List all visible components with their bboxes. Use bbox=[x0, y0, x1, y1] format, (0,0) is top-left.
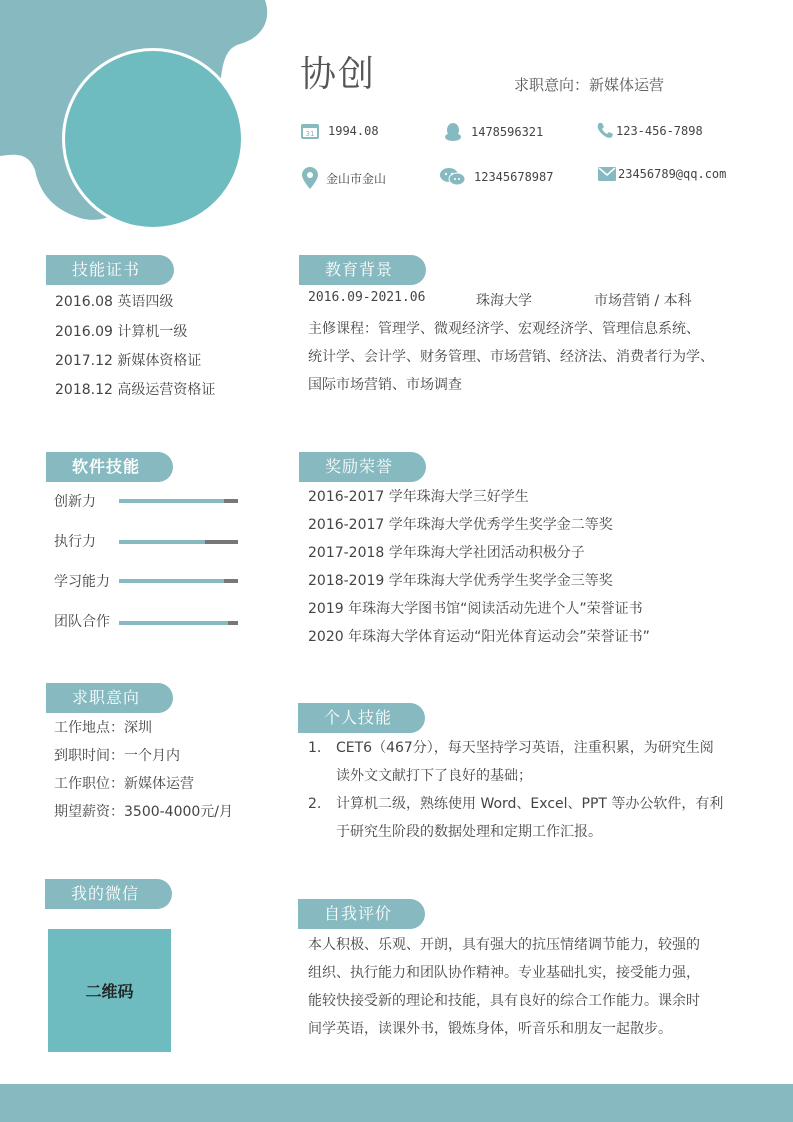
skill-bar-fill bbox=[119, 540, 205, 544]
education-period: 2016.09-2021.06 bbox=[308, 290, 426, 305]
footer-bar bbox=[0, 1084, 793, 1122]
skill-label: 创新力 bbox=[54, 494, 96, 510]
location-pin-icon bbox=[302, 167, 318, 189]
section-title-software: 软件技能 bbox=[46, 452, 173, 482]
skill-bar bbox=[119, 540, 238, 544]
education-courses-line: 国际市场营销、市场调查 bbox=[308, 377, 462, 393]
award-item: 2016-2017 学年珠海大学优秀学生奖学金二等奖 bbox=[308, 517, 613, 533]
education-courses-line: 主修课程：管理学、微观经济学、宏观经济学、管理信息系统、 bbox=[308, 321, 700, 337]
email-info bbox=[598, 167, 726, 181]
skill-bar bbox=[119, 499, 238, 503]
skill-list-line: 计算机二级，熟练使用 Word、Excel、PPT 等办公软件，有利 bbox=[336, 796, 724, 812]
wechat-info bbox=[440, 167, 553, 187]
skill-label: 团队合作 bbox=[54, 614, 110, 630]
job-item: 工作职位：新媒体运营 bbox=[54, 776, 194, 792]
phone-info bbox=[596, 122, 703, 140]
calendar-icon bbox=[300, 122, 320, 140]
section-title-job: 求职意向 bbox=[46, 683, 173, 713]
header-decoration bbox=[0, 0, 280, 240]
section-title-awards: 奖励荣誉 bbox=[299, 452, 426, 482]
location-value: 金山市金山 bbox=[326, 171, 387, 186]
skill-list-number: 1. bbox=[308, 740, 322, 756]
skill-bar-fill bbox=[119, 579, 224, 583]
self-eval-line: 组织、执行能力和团队协作精神。专业基础扎实，接受能力强， bbox=[308, 965, 700, 981]
birth-value: 1994.08 bbox=[328, 124, 379, 138]
skill-bar bbox=[119, 579, 238, 583]
skill-list-item bbox=[308, 790, 738, 846]
wechat-icon bbox=[440, 167, 466, 187]
skill-list-line: CET6（467分），每天坚持学习英语，注重积累，为研究生阅 bbox=[336, 740, 714, 756]
award-item: 2019 年珠海大学图书馆“阅读活动先进个人”荣誉证书 bbox=[308, 601, 643, 617]
education-courses-line: 统计学、会计学、财务管理、市场营销、经济法、消费者行为学、 bbox=[308, 349, 714, 365]
svg-text:31: 31 bbox=[305, 130, 315, 138]
qq-icon bbox=[443, 122, 463, 142]
skill-label: 学习能力 bbox=[54, 574, 110, 590]
skill-list-line: 于研究生阶段的数据处理和定期工作汇报。 bbox=[336, 824, 602, 840]
award-item: 2016-2017 学年珠海大学三好学生 bbox=[308, 489, 529, 505]
skill-list-number: 2. bbox=[308, 796, 322, 812]
cert-item: 2016.09 计算机一级 bbox=[55, 324, 188, 340]
skill-label: 执行力 bbox=[54, 534, 96, 550]
skill-bar bbox=[119, 621, 238, 625]
section-title-education: 教育背景 bbox=[299, 255, 426, 285]
location-info bbox=[302, 167, 386, 189]
award-item: 2017-2018 学年珠海大学社团活动积极分子 bbox=[308, 545, 585, 561]
skill-list-line: 读外文文献打下了良好的基础； bbox=[336, 768, 532, 784]
qq-value: 1478596321 bbox=[471, 125, 544, 139]
phone-icon bbox=[596, 122, 614, 140]
self-eval-line: 本人积极、乐观、开朗，具有强大的抗压情绪调节能力，较强的 bbox=[308, 937, 700, 953]
birth-info bbox=[300, 122, 379, 140]
job-item: 到职时间：一个月内 bbox=[54, 748, 180, 764]
cert-item: 2018.12 高级运营资格证 bbox=[55, 382, 216, 398]
education-major: 市场营销 / 本科 bbox=[594, 293, 692, 309]
section-title-wechat: 我的微信 bbox=[45, 879, 172, 909]
job-intent-header: 求职意向：新媒体运营 bbox=[514, 76, 665, 94]
award-item: 2018-2019 学年珠海大学优秀学生奖学金三等奖 bbox=[308, 573, 613, 589]
skill-bar-fill bbox=[119, 621, 228, 625]
section-title-self: 自我评价 bbox=[298, 899, 425, 929]
qr-code-placeholder: 二维码 bbox=[48, 929, 171, 1052]
section-title-certs: 技能证书 bbox=[46, 255, 174, 285]
job-item: 工作地点：深圳 bbox=[54, 720, 152, 736]
email-icon bbox=[598, 167, 616, 181]
self-eval-line: 间学英语，读课外书，锻炼身体，听音乐和朋友一起散步。 bbox=[308, 1021, 672, 1037]
self-eval-line: 能较快接受新的理论和技能，具有良好的综合工作能力。课余时 bbox=[308, 993, 700, 1009]
candidate-name: 协创 bbox=[300, 54, 377, 95]
cert-item: 2017.12 新媒体资格证 bbox=[55, 353, 202, 369]
award-item: 2020 年珠海大学体育运动“阳光体育运动会”荣誉证书” bbox=[308, 629, 650, 645]
profile-photo bbox=[65, 51, 241, 227]
education-school: 珠海大学 bbox=[476, 293, 532, 309]
skill-list-item bbox=[308, 734, 738, 790]
email-value: 23456789@qq.com bbox=[618, 167, 727, 181]
skill-bar-fill bbox=[119, 499, 224, 503]
section-title-skills: 个人技能 bbox=[298, 703, 425, 733]
phone-value: 123-456-7898 bbox=[616, 124, 703, 138]
job-item: 期望薪资：3500-4000元/月 bbox=[54, 804, 234, 820]
qq-info bbox=[443, 122, 543, 142]
cert-item: 2016.08 英语四级 bbox=[55, 294, 174, 310]
wechat-value: 12345678987 bbox=[474, 170, 554, 184]
